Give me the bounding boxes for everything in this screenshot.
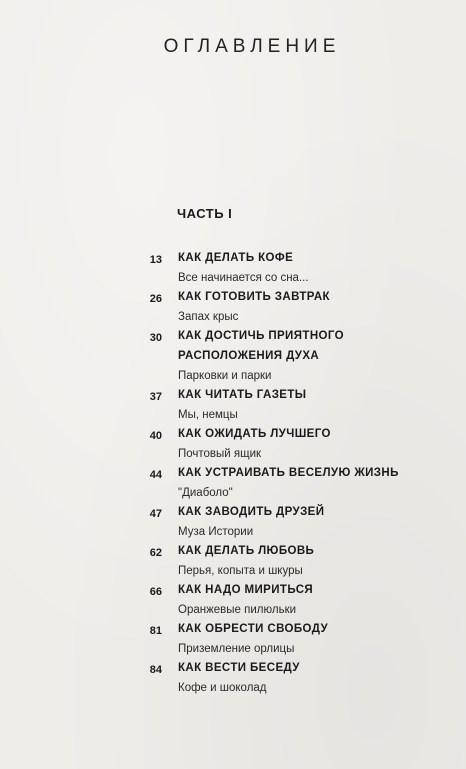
toc-heading: КАК ДОСТИЧЬ ПРИЯТНОГО — [178, 330, 344, 342]
toc-page-number: 40 — [149, 430, 162, 442]
toc-heading: КАК ГОТОВИТЬ ЗАВТРАК — [178, 291, 330, 303]
toc-page-number: 44 — [149, 469, 162, 481]
toc-heading: КАК ЧИТАТЬ ГАЗЕТЫ — [178, 389, 307, 401]
toc-page-number: 30 — [149, 332, 162, 344]
toc-subtitle: Почтовый ящик — [178, 448, 262, 460]
toc-subtitle: Парковки и парки — [178, 370, 272, 382]
toc-heading: КАК ДЕЛАТЬ КОФЕ — [178, 252, 294, 264]
toc-heading: КАК ОБРЕСТИ СВОБОДУ — [178, 623, 329, 635]
toc-subtitle: Кофе и шоколад — [178, 682, 267, 694]
toc-heading: КАК НАДО МИРИТЬСЯ — [178, 584, 314, 596]
toc-page-number: 66 — [149, 586, 162, 598]
toc-subtitle: Все начинается со сна... — [178, 272, 309, 284]
page-title: ОГЛАВЛЕНИЕ — [163, 36, 341, 57]
toc-subtitle: Приземление орлицы — [178, 643, 295, 655]
toc-subtitle: Мы, немцы — [178, 409, 238, 421]
toc-subtitle: Перья, копыта и шкуры — [178, 565, 303, 577]
toc-subtitle: "Диаболо" — [178, 487, 233, 499]
toc-heading: КАК УСТРАИВАТЬ ВЕСЕЛУЮ ЖИЗНЬ — [178, 467, 399, 479]
toc-subtitle: Муза Истории — [178, 526, 254, 538]
toc-subtitle: Оранжевые пилюльки — [178, 604, 297, 616]
toc-page-number: 37 — [149, 391, 162, 403]
toc-page-number: 26 — [149, 293, 162, 305]
toc-subtitle: Запах крыс — [178, 311, 239, 323]
toc-page-number: 62 — [149, 547, 162, 559]
toc-heading: КАК ОЖИДАТЬ ЛУЧШЕГО — [178, 428, 331, 440]
toc-heading: КАК ВЕСТИ БЕСЕДУ — [178, 662, 300, 674]
toc-heading: КАК ЗАВОДИТЬ ДРУЗЕЙ — [178, 506, 325, 518]
part-label: ЧАСТЬ I — [177, 206, 233, 221]
toc-heading: КАК ДЕЛАТЬ ЛЮБОВЬ — [178, 545, 315, 557]
toc-page-number: 84 — [149, 664, 162, 676]
toc-page-number: 81 — [149, 625, 162, 637]
toc-heading-continued: РАСПОЛОЖЕНИЯ ДУХА — [178, 350, 320, 362]
toc-page-number: 47 — [149, 508, 162, 520]
toc-page-number: 13 — [149, 254, 162, 266]
